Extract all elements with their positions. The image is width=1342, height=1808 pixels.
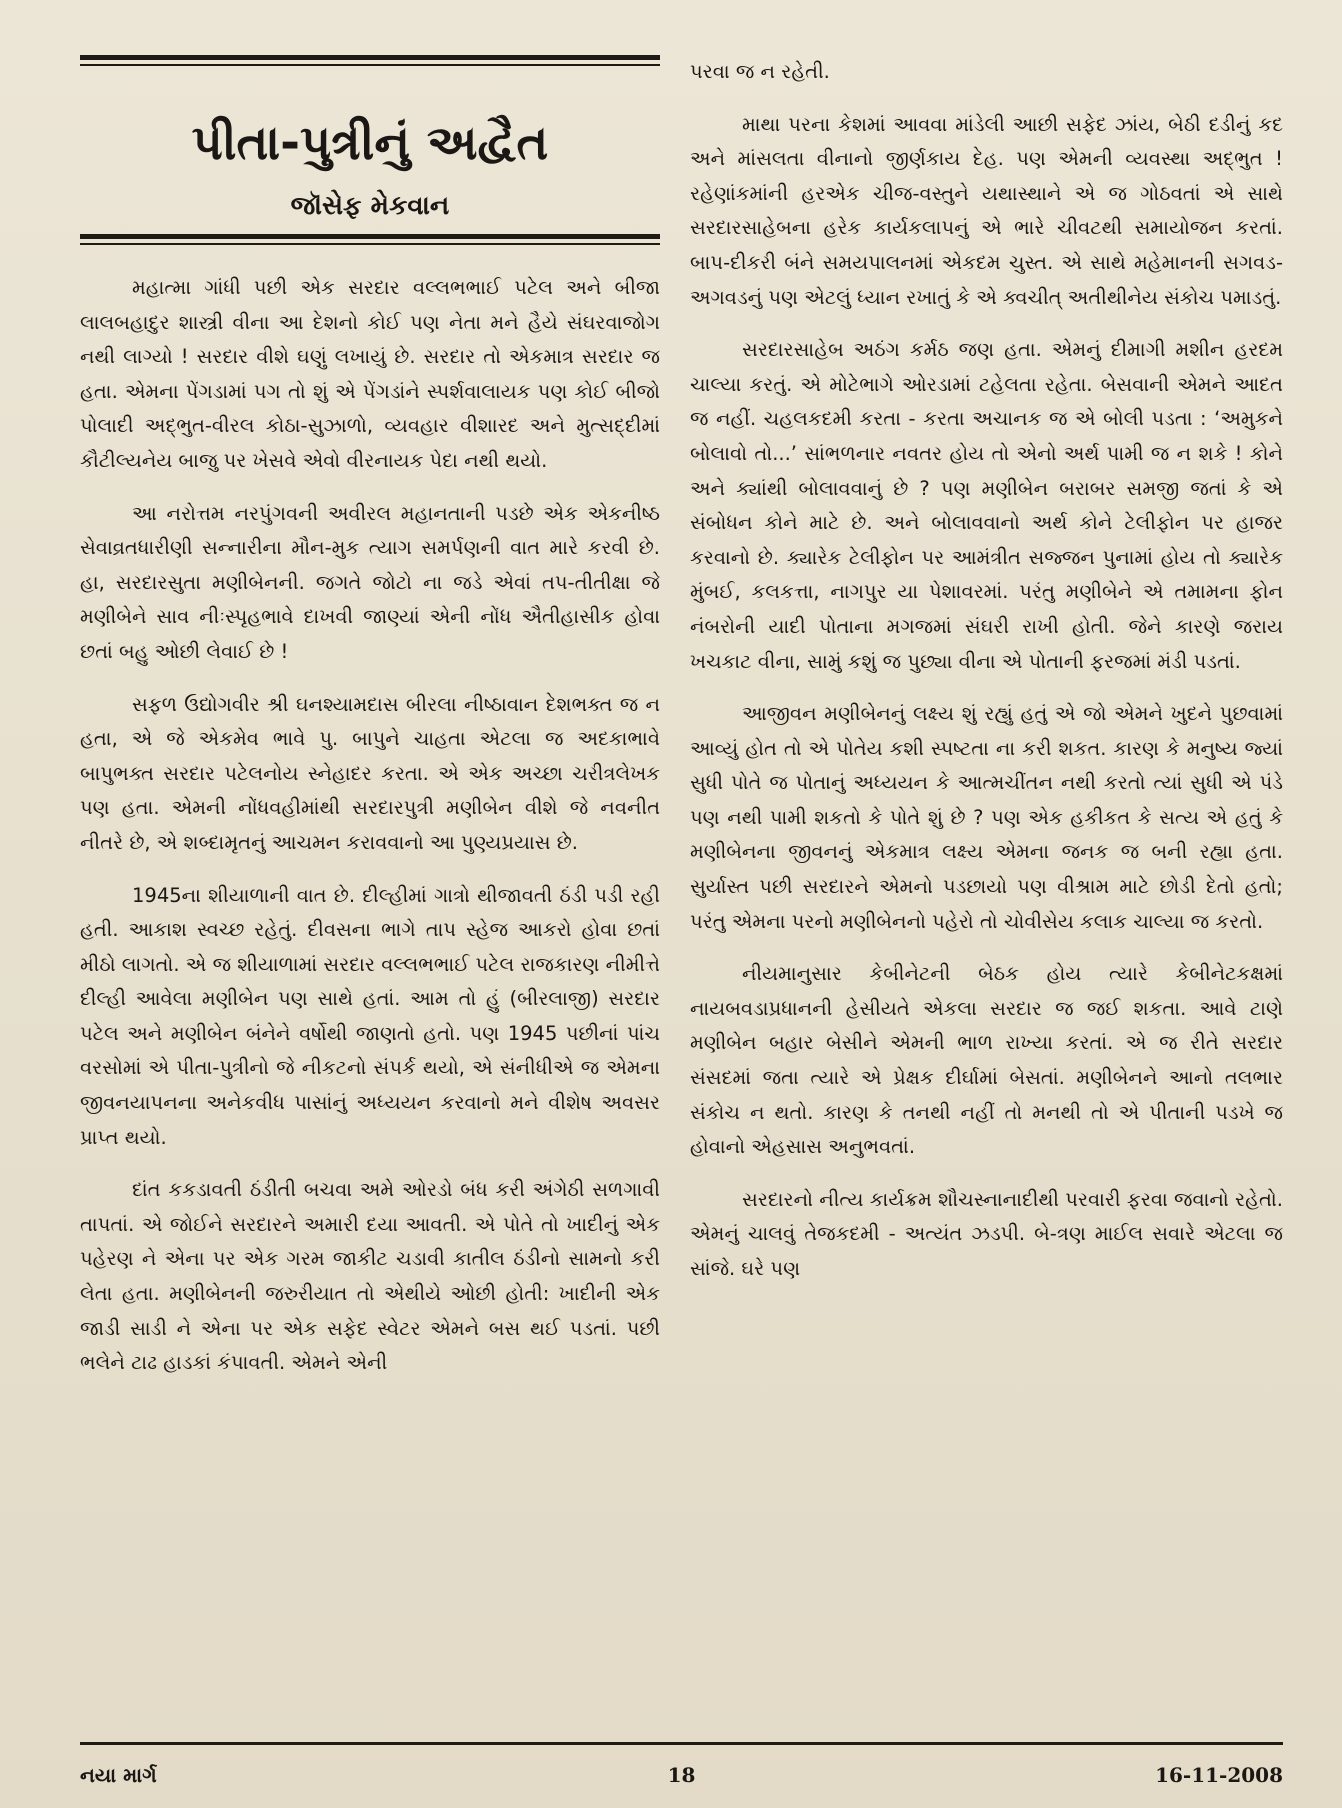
paragraph: સરદારનો નીત્ય કાર્યક્રમ શૌચસ્નાનાદીથી પરવારી ફરવા જવાનો રહેતો. એમનું ચાલવું તેજકદમી - અત્યંત ઝડપી. બે-ત્રણ માઈલ સવારે એટલા જ સાંજે. ઘરે પણ	[690, 1187, 1283, 1280]
right-column	[690, 55, 1283, 1305]
bottom-thin-rule	[80, 243, 660, 245]
publication-name: નયા માર્ગ	[80, 1763, 157, 1787]
paragraph: આ નરોત્તમ નરપુંગવની અવીરલ મહાનતાની પડછે એક એકનીષ્ઠ સેવાવ્રતધારીણી સન્નારીના મૌન-મુક ત્યાગ સમર્પણની વાત મારે કરવી છે. હા, સરદારસુતા મણીબેનની. જગતે જોટો ના જડે એવાં તપ-તીતીક્ષા જે મણીબેને સાવ નીઃસ્પૃહભાવે દાખવી જાણ્યાં એની નોંધ ઐતીહાસીક હોવા છતાં બહુ ઓછી લેવાઈ છે !	[80, 501, 660, 663]
paragraph: આજીવન મણીબેનનું લક્ષ્ય શું રહ્યું હતું એ જો એમને ખુદને પુછવામાં આવ્યું હોત તો એ પોતેય કશી સ્પષ્ટતા ના કરી શકત. કારણ કે મનુષ્ય જ્યાં સુધી પોતે જ પોતાનું અધ્યયન કે આત્મચીંતન નથી કરતો ત્યાં સુધી એ પંડે પણ નથી પામી શકતો કે પોતે શું છે ? પણ એક હકીકત કે સત્ય એ હતું કે મણીબેનના જીવનનું એકમાત્ર લક્ષ્ય એમના જનક જ બની રહ્યા હતા. સુર્યાસ્ત પછી સરદારને એમનો પડછાયો પણ વીશ્રામ માટે છોડી દેતો હતો; પરંતુ એમના પરનો મણીબેનનો પહેરો તો ચોવીસેય કલાક ચાલ્યા જ કરતો.	[690, 702, 1283, 933]
article-author: જૉસેફ મેકવાન	[290, 191, 450, 221]
paragraph: સફળ ઉદ્યોગવીર શ્રી ઘનશ્યામદાસ બીરલા નીષ્ઠાવાન દેશભક્ત જ ન હતા, એ જે એકમેવ ભાવે પુ. બાપુને ચાહતા એટલા જ અદકાભાવે બાપુભક્ત સરદાર પટેલનોય સ્નેહાદર કરતા. એ એક અચ્છા ચરીત્રલેખક પણ હતા. એમની નોંધવહીમાંથી સરદારપુત્રી મણીબેન વીશે જે નવનીત નીતરે છે, એ શબ્દામૃતનું આચમન કરાવવાનો આ પુણ્યપ્રયાસ છે.	[80, 692, 660, 854]
paragraph: મહાત્મા ગાંધી પછી એક સરદાર વલ્લભભાઈ પટેલ અને બીજા લાલબહાદુર શાસ્ત્રી વીના આ દેશનો કોઈ પણ નેતા મને હૈયે સંઘરવાજોગ નથી લાગ્યો ! સરદાર વીશે ઘણું લખાયું છે. સરદાર તો એકમાત્ર સરદાર જ હતા. એમના પેંગડામાં પગ તો શું એ પેંગડાંને સ્પર્શવાલાયક પણ કોઈ બીજો પોલાદી અદ્ભુત-વીરલ કોઠા-સુઝાળો, વ્યવહાર વીશારદ અને મુત્સદ્દીમાં કૌટીલ્યનેય બાજુ પર ખેસવે એવો વીરનાયક પેદા નથી થયો.	[80, 276, 660, 472]
header-rules-top	[80, 55, 660, 66]
footer-rule	[80, 1742, 1283, 1745]
bottom-thick-rule	[80, 234, 660, 239]
paragraph: 1945ના શીયાળાની વાત છે. દીલ્હીમાં ગાત્રો થીજાવતી ઠંડી પડી રહી હતી. આકાશ સ્વચ્છ રહેતું. દીવસના ભાગે તાપ સ્હેજ આકરો હોવા છતાં મીઠો લાગતો. એ જ શીયાળામાં સરદાર વલ્લભભાઈ પટેલ રાજકારણ નીમીત્તે દીલ્હી આવેલા મણીબેન પણ સાથે હતાં. આમ તો હું (બીરલાજી) સરદાર પટેલ અને મણીબેન બંનેને વર્ષોથી જાણતો હતો. પણ 1945 પછીનાં પાંચ વરસોમાં એ પીતા-પુત્રીનો જે નીકટનો સંપર્ક થયો, એ સંનીધીએ જ એમના જીવનયાપનના અનેકવીધ પાસાંનું અધ્યયન કરવાનો મને વીશેષ અવસર પ્રાપ્ત થયો.	[80, 883, 660, 1149]
page-footer	[80, 1742, 1283, 1803]
footer-row	[80, 1763, 1283, 1803]
left-column	[80, 55, 660, 1399]
paragraph-continuation: પરવા જ ન રહેતી.	[690, 60, 830, 83]
top-thin-rule	[80, 64, 660, 66]
issue-date: 16-11-2008	[1155, 1763, 1283, 1787]
paragraph: માથા પરના કેશમાં આવવા માંડેલી આછી સફેદ ઝાંય, બેઠી દડીનું કદ અને માંસલતા વીનાનો જીર્ણકાય દેહ. પણ એમની વ્યવસ્થા અદ્ભુત ! રહેણાંકમાંની હરએક ચીજ-વસ્તુને યથાસ્થાને એ જ ગોઠવતાં એ સાથે સરદારસાહેબના હરેક કાર્યકલાપનું એ ભારે ચીવટથી સમાયોજન કરતાં. બાપ-દીકરી બંને સમયપાલનમાં એકદમ ચુસ્ત. એ સાથે મહેમાનની સગવડ-અગવડનું પણ એટલું ધ્યાન રખાતું કે એ ક્વચીત્ અતીથીનેય સંકોચ પમાડતું.	[690, 112, 1283, 309]
header-rules-bottom	[80, 234, 660, 245]
paragraph: સરદારસાહેબ અઠંગ કર્મઠ જણ હતા. એમનું દીમાગી મશીન હરદમ ચાલ્યા કરતું. એ મોટેભાગે ઓરડામાં ટહેલતા રહેતા. બેસવાની એમને આદત જ નહીં. ચહલકદમી કરતા - કરતા અચાનક જ એ બોલી પડતા : ‘અમુકને બોલાવો તો...’ સાંભળનાર નવતર હોય તો એનો અર્થ પામી જ ન શકે ! કોને અને ક્યાંથી બોલાવવાનું છે ? પણ મણીબેન બરાબર સમજી જતાં કે એ સંબોધન કોને માટે છે. અને બોલાવવાનો અર્થ કોને ટેલીફોન પર હાજર કરવાનો છે. ક્યારેક ટેલીફોન પર આમંત્રીત સજ્જન પુનામાં હોય તો ક્યારેક મુંબઈ, કલકત્તા, નાગપુર યા પેશાવરમાં. પરંતુ મણીબેને એ તમામના ફોન નંબરોની યાદી પોતાના મગજમાં સંઘરી રાખી હોતી. જેને કારણે જરાય ખચકાટ વીના, સામું કશું જ પુછ્યા વીના એ પોતાની ફરજમાં મંડી પડતાં.	[690, 338, 1283, 673]
top-thick-rule	[80, 55, 660, 60]
page-number: 18	[667, 1763, 696, 1787]
article-header	[80, 92, 660, 234]
paragraph: નીયમાનુસાર કેબીનેટની બેઠક હોય ત્યારે કેબીનેટકક્ષમાં નાયબવડાપ્રધાનની હેસીયતે એકલા સરદાર જ જઈ શકતા. આવે ટાણે મણીબેન બહાર બેસીને એમની ભાળ રાખ્યા કરતાં. એ જ રીતે સરદાર સંસદમાં જતા ત્યારે એ પ્રેક્ષક દીર્ઘામાં બેસતાં. મણીબેનને આનો તલભાર સંકોચ ન થતો. કારણ કે તનથી નહીં તો મનથી તો એ પીતાની પડખે જ હોવાનો એહસાસ અનુભવતાં.	[690, 962, 1283, 1159]
article-title: પીતા-પુત્રીનું અદ્વૈત	[191, 115, 549, 171]
paragraph: દાંત કકડાવતી ઠંડીતી બચવા અમે ઓરડો બંધ કરી અંગેઠી સળગાવી તાપતાં. એ જોઈને સરદારને અમારી દયા આવતી. એ પોતે તો ખાદીનું એક પહેરણ ને એના પર એક ગરમ જાકીટ ચડાવી કાતીલ ઠંડીનો સામનો કરી લેતા હતા. મણીબેનની જરુરીયાત તો એથીયે ઓછી હોતી: ખાદીની એક જાડી સાડી ને એના પર એક સફેદ સ્વેટર એમને બસ થઈ પડતાં. પછી ભલેને ટાઢ હાડકાં કંપાવતી. એમને એની	[80, 1178, 660, 1375]
